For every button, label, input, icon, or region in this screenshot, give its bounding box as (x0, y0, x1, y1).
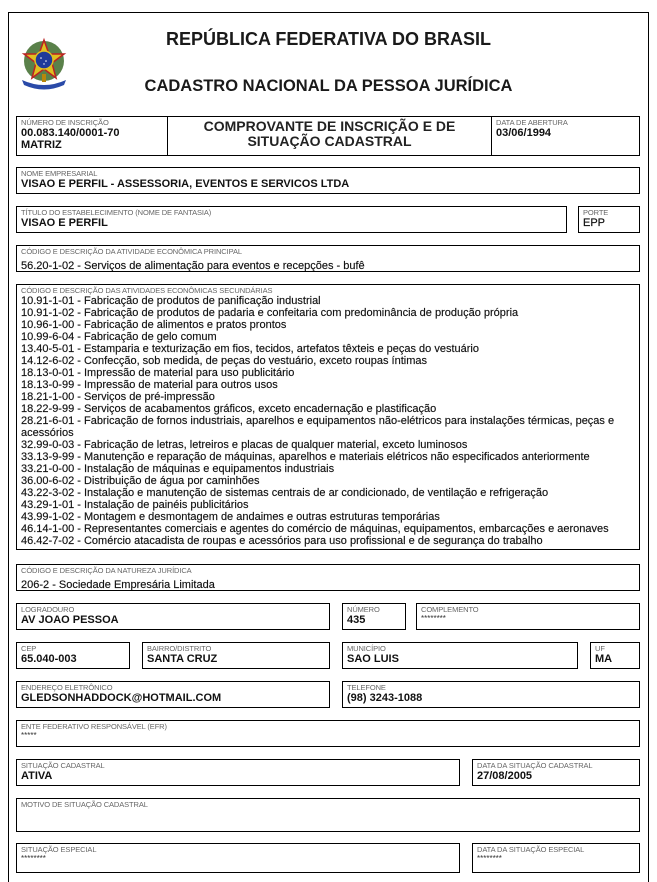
header-title: REPÚBLICA FEDERATIVA DO BRASIL (165, 29, 491, 49)
secondary-activity-item: 46.14-1-00 - Representantes comerciais e agentes do comércio de máquinas, equipamentos, embarcações e aeronaves (21, 523, 609, 535)
phone-box (342, 681, 640, 708)
secondary-activity-item: 14.12-6-02 - Confecção, sob medida, de peças do vestuário, exceto roupas íntimas (21, 355, 428, 367)
secondary-activity-item: 43.22-3-02 - Instalação e manutenção de sistemas centrais de ar condicionado, de ventilação e refrigeração (21, 487, 549, 499)
secondary-activity-item: 10.99-6-04 - Fabricação de gelo comum (21, 331, 217, 343)
main-activity-value: 56.20-1-02 - Serviços de alimentação para eventos e recepções - bufê (21, 260, 365, 272)
special-status-label: SITUAÇÃO ESPECIAL (21, 845, 97, 854)
size-label: PORTE (583, 208, 609, 217)
status-reason-box (16, 798, 640, 832)
secondary-activity-item: 43.99-1-02 - Montagem e desmontagem de andaimes e outras estruturas temporárias (21, 511, 440, 523)
email-label: ENDEREÇO ELETRÔNICO (21, 683, 113, 692)
zip-value: 65.040-003 (21, 653, 77, 665)
secondary-activity-item: 32.99-0-03 - Fabricação de letras, letreiros e placas de qualquer material, exceto luminosos (21, 439, 468, 451)
phone-label: TELEFONE (347, 683, 386, 692)
city-value: SAO LUIS (347, 653, 399, 665)
city-label: MUNICÍPIO (347, 644, 386, 653)
secondary-activities-box (16, 284, 640, 550)
legal-nature-value: 206-2 - Sociedade Empresária Limitada (21, 579, 215, 591)
number-box (342, 603, 406, 630)
secondary-activity-item: 46.42-7-02 - Comércio atacadista de roupas e acessórios para uso profissional e de segurança do trabalho (21, 535, 543, 547)
status-date-box (472, 759, 640, 786)
district-label: BAIRRO/DISTRITO (147, 644, 212, 653)
company-name-box (16, 167, 640, 194)
secondary-activity-item: 10.91-1-01 - Fabricação de produtos de panificação industrial (21, 295, 321, 307)
special-status-date-box (472, 843, 640, 873)
street-value: AV JOAO PESSOA (21, 614, 119, 626)
secondary-activity-item: 33.13-9-99 - Manutenção e reparação de máquinas, aparelhos e materiais elétricos não especificados anteriormente (21, 451, 590, 463)
secondary-activity-item: 33.21-0-00 - Instalação de máquinas e equipamentos industriais (21, 463, 335, 475)
size-value: EPP (583, 217, 606, 229)
secondary-activity-item: 36.00-6-02 - Distribuição de água por caminhões (21, 475, 260, 487)
main-activity-label: CÓDIGO E DESCRIÇÃO DA ATIVIDADE ECONÔMICA PRINCIPAL (21, 247, 242, 256)
size-box (578, 206, 640, 233)
phone-value: (98) 3243-1088 (347, 692, 423, 704)
status-date-label: DATA DA SITUAÇÃO CADASTRAL (477, 761, 593, 770)
secondary-activities-label: CÓDIGO E DESCRIÇÃO DAS ATIVIDADES ECONÔMICAS SECUNDÁRIAS (21, 286, 273, 295)
number-value: 435 (347, 614, 366, 626)
trade-name-box (16, 206, 567, 233)
trade-name-label: TÍTULO DO ESTABELECIMENTO (NOME DE FANTASIA) (21, 208, 212, 217)
status-date-value: 27/08/2005 (477, 770, 533, 782)
header-subtitle: CADASTRO NACIONAL DA PESSOA JURÍDICA (144, 77, 513, 95)
efr-value: ***** (21, 731, 37, 740)
status-reason-label: MOTIVO DE SITUAÇÃO CADASTRAL (21, 800, 148, 809)
city-box (342, 642, 578, 669)
main-activity-box (16, 245, 640, 272)
secondary-activity-item: 10.91-1-02 - Fabricação de produtos de padaria e confeitaria com predominância de produção própria (21, 307, 519, 319)
special-status-date-value: ******** (477, 854, 502, 863)
trade-name-value: VISAO E PERFIL (21, 217, 108, 229)
secondary-activity-item: 28.21-6-01 - Fabricação de fornos industriais, aparelhos e equipamentos não-elétricos para instalações térmicas, peças e acessórios (21, 415, 615, 439)
special-status-date-label: DATA DA SITUAÇÃO ESPECIAL (477, 845, 585, 854)
establishment-type: MATRIZ (21, 139, 62, 151)
registration-box (16, 116, 168, 156)
status-value: ATIVA (21, 770, 53, 782)
status-label: SITUAÇÃO CADASTRAL (21, 761, 105, 770)
state-box (590, 642, 640, 669)
zip-label: CEP (21, 644, 37, 653)
district-value: SANTA CRUZ (147, 653, 218, 665)
status-box (16, 759, 460, 786)
district-box (142, 642, 330, 669)
opening-date-value: 03/06/1994 (496, 127, 552, 139)
legal-nature-label: CÓDIGO E DESCRIÇÃO DA NATUREZA JURÍDICA (21, 566, 192, 575)
secondary-activity-item: 18.13-0-99 - Impressão de material para outros usos (21, 379, 278, 391)
zip-box (16, 642, 130, 669)
complement-box (416, 603, 640, 630)
efr-label: ENTE FEDERATIVO RESPONSÁVEL (EFR) (21, 722, 167, 731)
document-title: COMPROVANTE DE INSCRIÇÃO E DE SITUAÇÃO CADASTRAL (167, 116, 492, 156)
special-status-box (16, 843, 460, 873)
secondary-activity-item: 43.29-1-01 - Instalação de painéis publicitários (21, 499, 249, 511)
street-label: LOGRADOURO (21, 605, 75, 614)
special-status-value: ******** (21, 854, 46, 863)
secondary-activities-list (21, 295, 639, 547)
company-name-label: NOME EMPRESARIAL (21, 169, 98, 178)
email-value: GLEDSONHADDOCK@HOTMAIL.COM (21, 692, 222, 704)
state-value: MA (595, 653, 613, 665)
street-box (16, 603, 330, 630)
email-box (16, 681, 330, 708)
complement-value: ******** (421, 614, 446, 623)
secondary-activity-item: 10.96-1-00 - Fabricação de alimentos e pratos prontos (21, 319, 287, 331)
efr-box (16, 720, 640, 747)
opening-date-box (491, 116, 640, 156)
number-label: NÚMERO (347, 605, 380, 614)
cnpj-value: 00.083.140/0001-70 (21, 127, 120, 139)
legal-nature-box (16, 564, 640, 591)
company-name-value: VISAO E PERFIL - ASSESSORIA, EVENTOS E SERVICOS LTDA (21, 178, 350, 190)
secondary-activity-item: 18.21-1-00 - Serviços de pré-impressão (21, 391, 215, 403)
opening-date-label: DATA DE ABERTURA (496, 118, 568, 127)
secondary-activity-item: 18.22-9-99 - Serviços de acabamentos gráficos, exceto encadernação e plastificação (21, 403, 437, 415)
secondary-activity-item: 13.40-5-01 - Estamparia e texturização em fios, tecidos, artefatos têxteis e peças do vestuário (21, 343, 479, 355)
complement-label: COMPLEMENTO (421, 605, 479, 614)
state-label: UF (595, 644, 605, 653)
secondary-activity-item: 18.13-0-01 - Impressão de material para uso publicitário (21, 367, 295, 379)
registration-label: NÚMERO DE INSCRIÇÃO (21, 118, 109, 127)
